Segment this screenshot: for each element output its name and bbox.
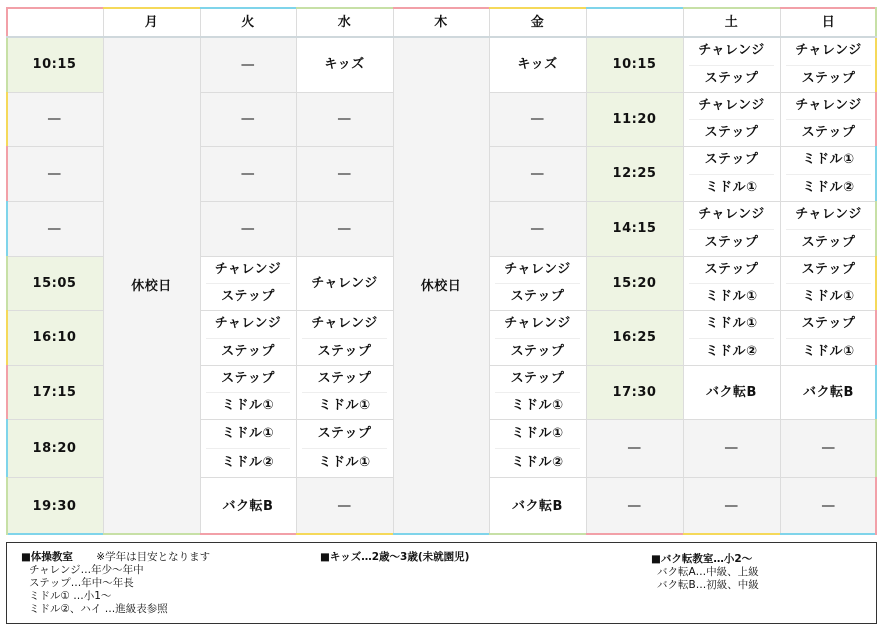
accent-line: [586, 533, 683, 535]
day-header: [586, 7, 683, 37]
class-label: ミドル①: [705, 289, 758, 304]
grid-line: [780, 7, 781, 535]
class-cell: [780, 365, 877, 419]
cell-divider: [302, 338, 387, 339]
cell-divider: [302, 392, 387, 393]
class-label: 14:15: [612, 221, 657, 236]
day-label: 木: [434, 14, 448, 30]
time-cell: [6, 365, 103, 419]
accent-line: [6, 201, 8, 256]
accent-line: [200, 533, 296, 535]
cell-divider: [786, 174, 871, 175]
grid-line: [489, 7, 490, 535]
class-label: ステップ: [801, 70, 856, 86]
class-label: 12:25: [612, 166, 657, 181]
grid-line: [200, 310, 393, 311]
grid-line: [103, 7, 104, 535]
accent-line: [103, 533, 200, 535]
accent-line: [780, 7, 877, 9]
legend-gym-line: ミドル① …小1～: [29, 590, 112, 602]
legend-box: [6, 542, 877, 624]
day-label: 火: [241, 14, 255, 30]
grid-line: [6, 92, 103, 93]
class-label: —: [821, 498, 836, 514]
grid-line: [489, 477, 877, 478]
class-cell: [296, 146, 393, 201]
class-label: ステップ: [317, 426, 372, 441]
time-cell: [6, 256, 103, 310]
class-label: —: [724, 440, 739, 456]
class-label: バク転B: [706, 384, 757, 400]
time-cell: [586, 37, 683, 92]
cell-divider: [689, 174, 774, 175]
grid-line: [200, 477, 393, 478]
accent-line: [393, 7, 489, 9]
class-cell: [489, 146, 586, 201]
class-label: 15:05: [32, 275, 77, 291]
accent-line: [875, 146, 877, 201]
holiday-label: 休校日: [420, 278, 462, 294]
accent-line: [875, 256, 877, 310]
class-label: —: [337, 220, 352, 237]
day-header: [393, 7, 489, 37]
class-cell: [200, 201, 296, 256]
grid-line: [489, 310, 877, 311]
class-label: ミドル①: [705, 179, 758, 195]
grid-line: [6, 310, 103, 311]
class-label: ステップ: [221, 289, 275, 304]
cell-divider: [206, 338, 290, 339]
cell-divider: [786, 283, 871, 284]
class-label: —: [724, 498, 739, 514]
grid-line: [6, 256, 103, 257]
accent-line: [875, 419, 877, 477]
class-cell: [296, 477, 393, 535]
legend-gym-line: ミドル②、ハイ …進級表参照: [29, 603, 168, 615]
accent-line: [6, 7, 103, 9]
day-header: [780, 7, 877, 37]
day-label: 月: [144, 14, 159, 30]
class-label: チャレンジ: [504, 316, 571, 332]
class-label: チャレンジ: [504, 262, 571, 277]
class-label: チャレンジ: [311, 275, 378, 291]
accent-line: [6, 37, 8, 92]
cell-divider: [786, 229, 871, 230]
time-cell: [6, 146, 103, 201]
accent-line: [6, 477, 8, 535]
class-label: —: [530, 220, 545, 237]
class-label: 16:10: [32, 330, 77, 345]
class-label: —: [627, 440, 642, 456]
time-cell: [586, 201, 683, 256]
class-label: ステップ: [704, 234, 759, 250]
class-label: ステップ: [801, 234, 856, 250]
class-label: —: [627, 498, 642, 514]
day-header: [296, 7, 393, 37]
class-label: ステップ: [704, 70, 759, 86]
class-cell: [200, 37, 296, 92]
class-label: チャレンジ: [698, 43, 765, 59]
class-label: キッズ: [517, 57, 558, 72]
class-label: ステップ: [801, 262, 856, 277]
grid-line: [200, 92, 393, 93]
accent-line: [200, 7, 296, 9]
class-label: 15:20: [612, 275, 657, 291]
class-label: ステップ: [704, 152, 759, 168]
accent-line: [6, 7, 8, 37]
schedule-table: [6, 7, 877, 535]
class-label: —: [240, 56, 256, 73]
cell-divider: [786, 338, 871, 339]
accent-line: [6, 419, 8, 477]
grid-line: [200, 365, 393, 366]
class-label: バク転B: [512, 498, 563, 514]
accent-line: [6, 365, 8, 419]
legend-bakuten: [651, 553, 759, 592]
accent-line: [875, 365, 877, 419]
class-label: —: [240, 111, 256, 127]
class-cell: [296, 92, 393, 146]
time-cell: [6, 92, 103, 146]
class-label: チャレンジ: [214, 316, 282, 332]
cell-divider: [495, 283, 580, 284]
grid-line: [489, 201, 877, 202]
grid-line: [489, 92, 877, 93]
class-label: —: [530, 165, 545, 182]
time-cell: [586, 256, 683, 310]
holiday-cell: [103, 37, 200, 535]
grid-line: [489, 365, 877, 366]
accent-line: [875, 92, 877, 146]
class-label: キッズ: [324, 57, 365, 72]
grid-line: [393, 7, 394, 535]
legend-gym-line: チャレンジ…年少～年中: [29, 564, 144, 576]
class-label: ステップ: [704, 125, 759, 140]
time-cell: [586, 92, 683, 146]
grid-line: [6, 365, 103, 366]
cell-divider: [689, 65, 774, 66]
day-label: 金: [530, 14, 545, 30]
class-label: チャレンジ: [795, 98, 862, 113]
cell-divider: [786, 65, 871, 66]
class-label: ミドル①: [802, 289, 855, 304]
time-cell: [6, 419, 103, 477]
class-label: 19:30: [32, 498, 77, 514]
class-label: ステップ: [510, 343, 565, 359]
class-label: ミドル①: [705, 316, 758, 332]
class-cell: [683, 365, 780, 419]
class-label: —: [337, 498, 352, 514]
class-cell: [296, 37, 393, 92]
cell-divider: [206, 448, 290, 449]
class-cell: [683, 419, 780, 477]
class-cell: [200, 92, 296, 146]
cell-divider: [206, 392, 290, 393]
class-label: 18:20: [32, 440, 77, 456]
time-cell: [586, 146, 683, 201]
class-label: 16:25: [612, 330, 657, 345]
accent-line: [683, 533, 780, 535]
accent-line: [489, 533, 586, 535]
time-cell: [586, 477, 683, 535]
day-header: [103, 7, 200, 37]
class-label: ステップ: [221, 371, 275, 386]
legend-gym-title: ■体操教室: [21, 551, 73, 563]
class-label: 11:20: [612, 111, 657, 127]
class-cell: [200, 146, 296, 201]
class-label: チャレンジ: [698, 98, 765, 113]
legend-gym-line: ステップ…年中～年長: [29, 577, 134, 589]
grid-line: [489, 419, 877, 420]
cell-divider: [689, 229, 774, 230]
class-label: —: [337, 165, 352, 182]
grid-line: [6, 477, 103, 478]
time-cell: [6, 37, 103, 92]
grid-line: [6, 146, 103, 147]
class-label: 10:15: [612, 57, 657, 72]
day-header: [683, 7, 780, 37]
class-cell: [489, 92, 586, 146]
grid-line: [489, 256, 877, 257]
time-cell: [586, 365, 683, 419]
legend-gym-note: ※学年は目安となります: [96, 551, 211, 563]
class-label: ミドル①: [511, 426, 564, 441]
accent-line: [875, 7, 877, 37]
class-label: ミドル①: [318, 455, 371, 470]
legend-kids: [320, 551, 469, 564]
class-label: ステップ: [221, 343, 275, 359]
grid-line: [296, 7, 297, 535]
class-label: 10:15: [32, 57, 77, 72]
class-label: ステップ: [317, 371, 372, 386]
class-label: —: [240, 220, 256, 237]
class-label: チャレンジ: [214, 262, 282, 277]
class-cell: [200, 477, 296, 535]
corner-cell: [6, 7, 103, 37]
class-label: —: [47, 111, 62, 127]
day-header: [200, 7, 296, 37]
cell-divider: [302, 448, 387, 449]
time-cell: [6, 477, 103, 535]
legend-bakuten-line: バク転A…中級、上級: [657, 566, 759, 578]
legend-bakuten-line: バク転B…初級、中級: [657, 579, 759, 591]
class-label: ミドル②: [511, 455, 564, 470]
class-cell: [296, 201, 393, 256]
cell-divider: [689, 283, 774, 284]
grid-line: [489, 146, 877, 147]
class-label: ミドル②: [221, 455, 274, 470]
grid-line: [200, 419, 393, 420]
time-cell: [6, 310, 103, 365]
grid-line: [683, 7, 684, 535]
holiday-label: 休校日: [131, 278, 172, 294]
class-label: 17:30: [612, 384, 657, 400]
class-label: ステップ: [704, 262, 759, 277]
class-label: チャレンジ: [795, 207, 862, 223]
cell-divider: [495, 338, 580, 339]
accent-line: [296, 533, 393, 535]
cell-divider: [495, 448, 580, 449]
accent-line: [489, 7, 586, 9]
grid-line: [6, 419, 103, 420]
accent-line: [393, 533, 489, 535]
day-label: 土: [724, 14, 739, 30]
grid-line: [200, 201, 393, 202]
class-label: ミドル①: [221, 398, 274, 413]
holiday-cell: [393, 37, 489, 535]
class-label: —: [821, 440, 836, 456]
class-label: —: [47, 165, 62, 182]
class-label: ステップ: [510, 371, 565, 386]
class-label: ステップ: [317, 343, 372, 359]
cell-divider: [689, 338, 774, 339]
cell-divider: [689, 119, 774, 120]
class-label: —: [530, 111, 545, 127]
class-cell: [780, 419, 877, 477]
accent-line: [6, 310, 8, 365]
class-label: ステップ: [801, 125, 856, 140]
class-label: 17:15: [32, 384, 77, 400]
class-label: ミドル②: [802, 179, 855, 195]
time-cell: [6, 201, 103, 256]
day-label: 水: [337, 14, 352, 30]
cell-divider: [495, 392, 580, 393]
class-label: チャレンジ: [795, 43, 862, 59]
time-cell: [586, 310, 683, 365]
class-label: バク転B: [803, 384, 854, 400]
class-label: ステップ: [801, 316, 856, 332]
class-cell: [489, 477, 586, 535]
class-cell: [683, 477, 780, 535]
accent-line: [875, 477, 877, 535]
day-label: 日: [821, 14, 836, 30]
day-header: [489, 7, 586, 37]
legend-bakuten-title: ■バク転教室…小2～: [651, 553, 753, 565]
grid-line: [586, 7, 587, 535]
class-cell: [489, 201, 586, 256]
accent-line: [780, 533, 877, 535]
header-divider: [6, 36, 877, 38]
class-label: ミドル①: [221, 426, 274, 441]
grid-line: [200, 146, 393, 147]
class-label: ミドル①: [511, 398, 564, 413]
class-label: ミドル①: [802, 152, 855, 168]
class-label: —: [47, 220, 62, 237]
class-label: ミドル②: [705, 343, 758, 359]
class-cell: [296, 256, 393, 310]
class-label: ステップ: [510, 289, 565, 304]
accent-line: [296, 7, 393, 9]
grid-line: [200, 7, 201, 535]
accent-line: [683, 7, 780, 9]
grid-line: [6, 201, 103, 202]
accent-line: [586, 7, 683, 9]
class-label: チャレンジ: [311, 316, 378, 332]
grid-line: [200, 256, 393, 257]
class-label: チャレンジ: [698, 207, 765, 223]
accent-line: [875, 310, 877, 365]
accent-line: [6, 533, 103, 535]
time-cell: [586, 419, 683, 477]
legend-kids-text: ■キッズ…2歳～3歳(未就園児): [320, 551, 470, 563]
cell-divider: [786, 119, 871, 120]
legend-gym: [21, 551, 210, 616]
accent-line: [103, 7, 200, 9]
accent-line: [875, 37, 877, 92]
accent-line: [6, 256, 8, 310]
class-label: ミドル①: [318, 398, 371, 413]
accent-line: [6, 92, 8, 146]
class-label: ミドル①: [802, 343, 855, 359]
cell-divider: [206, 283, 290, 284]
accent-line: [875, 201, 877, 256]
class-label: バク転B: [222, 498, 274, 514]
class-label: —: [337, 111, 352, 127]
class-cell: [780, 477, 877, 535]
class-label: —: [240, 165, 256, 182]
class-cell: [489, 37, 586, 92]
accent-line: [6, 146, 8, 201]
